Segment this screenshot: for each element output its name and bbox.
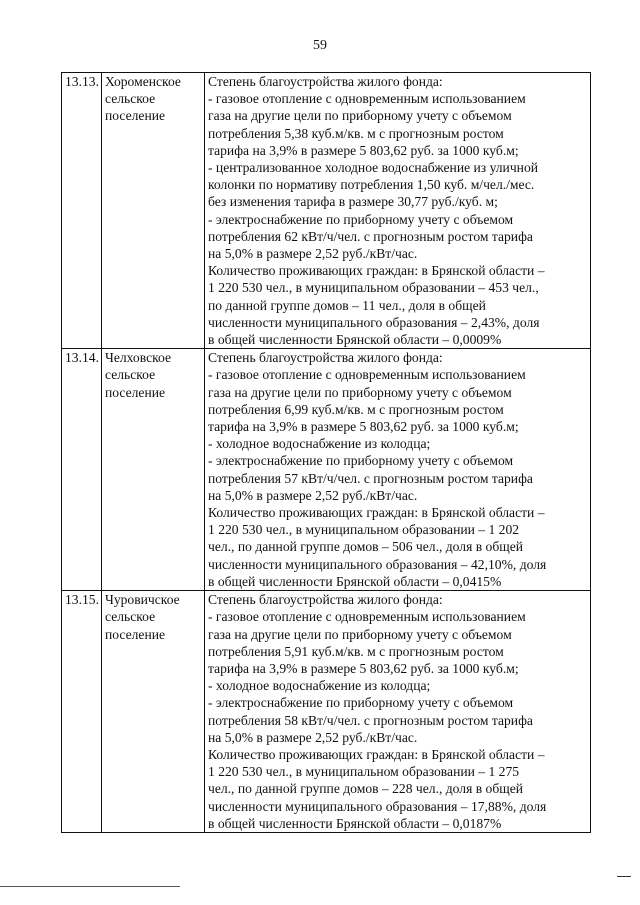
housing-description	[205, 349, 591, 591]
description-line: - электроснабжение по приборному учету с объемом	[208, 211, 514, 227]
description-line: потребления 57 кВт/ч/чел. с прогнозным ростом тарифа	[208, 470, 533, 486]
description-line: по данной группе домов – 11 чел., доля в общей	[208, 297, 486, 313]
page-number: 59	[313, 38, 327, 53]
description-line: на 5,0% в размере 2,52 руб./кВт/час.	[208, 729, 418, 745]
description-line: в общей численности Брянской области – 0,0415%	[208, 573, 502, 589]
description-line: потребления 58 кВт/ч/чел. с прогнозным ростом тарифа	[208, 712, 533, 728]
description-line: - газовое отопление с одновременным использованием	[208, 609, 526, 625]
description-line: 1 220 530 чел., в муниципальном образовании – 1 275	[208, 764, 520, 780]
description-line: - холодное водоснабжение из колодца;	[208, 436, 431, 452]
settlement-name-line: сельское	[105, 91, 156, 107]
table-row	[62, 591, 591, 833]
description-line: 1 220 530 чел., в муниципальном образовании – 1 202	[208, 522, 520, 538]
settlement-name	[102, 591, 205, 833]
housing-description	[205, 73, 591, 349]
description-line: 1 220 530 чел., в муниципальном образовании – 453 чел.,	[208, 280, 539, 296]
settlement-name-line: Хороменское	[105, 74, 181, 89]
housing-description	[205, 591, 591, 833]
table-row	[62, 349, 591, 591]
description-line: численности муниципального образования – 42,10%, доля	[208, 556, 547, 572]
tariff-table	[61, 72, 591, 833]
settlement-name	[102, 349, 205, 591]
description-line: газа на другие цели по приборному учету с объемом	[208, 384, 512, 400]
description-line: - холодное водоснабжение из колодца;	[208, 678, 431, 694]
footer-rule	[0, 886, 180, 887]
description-line: - централизованное холодное водоснабжение из уличной	[208, 160, 539, 176]
description-line: чел., по данной группе домов – 228 чел., доля в общей	[208, 781, 524, 797]
table-row	[62, 73, 591, 349]
description-line: газа на другие цели по приборному учету с объемом	[208, 626, 512, 642]
description-line: в общей численности Брянской области – 0,0009%	[208, 332, 502, 348]
settlement-name-line: сельское	[105, 609, 156, 625]
description-line: тарифа на 3,9% в размере 5 803,62 руб. за 1000 куб.м;	[208, 142, 519, 158]
description-line: - газовое отопление с одновременным использованием	[208, 91, 526, 107]
description-line: тарифа на 3,9% в размере 5 803,62 руб. за 1000 куб.м;	[208, 419, 519, 435]
settlement-name-line: поселение	[105, 626, 166, 642]
description-line: на 5,0% в размере 2,52 руб./кВт/час.	[208, 246, 418, 262]
description-line: Степень благоустройства жилого фонда:	[208, 350, 443, 366]
settlement-name-line: Чуровичское	[105, 592, 180, 608]
description-line: численности муниципального образования – 2,43%, доля	[208, 314, 540, 330]
row-number: 13.14.	[62, 349, 102, 591]
description-line: - электроснабжение по приборному учету с объемом	[208, 453, 514, 469]
edge-mark	[617, 876, 631, 877]
description-line: чел., по данной группе домов – 506 чел., доля в общей	[208, 539, 524, 555]
row-number: 13.13.	[62, 73, 102, 349]
description-line: без изменения тарифа в размере 30,77 руб./куб. м;	[208, 194, 498, 210]
settlement-name-line: поселение	[105, 384, 166, 400]
table-body	[62, 73, 591, 833]
description-line: потребления 5,38 куб.м/кв. м с прогнозным ростом	[208, 125, 504, 141]
settlement-name-line: сельское	[105, 367, 156, 383]
description-line: газа на другие цели по приборному учету с объемом	[208, 108, 512, 124]
settlement-name	[102, 73, 205, 349]
description-line: Количество проживающих граждан: в Брянской области –	[208, 746, 545, 762]
description-line: Степень благоустройства жилого фонда:	[208, 74, 443, 89]
description-line: тарифа на 3,9% в размере 5 803,62 руб. за 1000 куб.м;	[208, 660, 519, 676]
description-line: потребления 62 кВт/ч/чел. с прогнозным ростом тарифа	[208, 228, 533, 244]
description-line: численности муниципального образования – 17,88%, доля	[208, 798, 547, 814]
description-line: в общей численности Брянской области – 0,0187%	[208, 815, 502, 831]
description-line: на 5,0% в размере 2,52 руб./кВт/час.	[208, 487, 418, 503]
description-line: Количество проживающих граждан: в Брянской области –	[208, 505, 545, 521]
description-line: потребления 6,99 куб.м/кв. м с прогнозным ростом	[208, 401, 504, 417]
description-line: Количество проживающих граждан: в Брянской области –	[208, 263, 545, 279]
row-number: 13.15.	[62, 591, 102, 833]
settlement-name-line: поселение	[105, 108, 166, 124]
description-line: колонки по нормативу потребления 1,50 куб. м/чел./мес.	[208, 177, 535, 193]
description-line: Степень благоустройства жилого фонда:	[208, 592, 443, 608]
description-line: - газовое отопление с одновременным использованием	[208, 367, 526, 383]
description-line: - электроснабжение по приборному учету с объемом	[208, 695, 514, 711]
settlement-name-line: Челховское	[105, 350, 172, 366]
description-line: потребления 5,91 куб.м/кв. м с прогнозным ростом	[208, 643, 504, 659]
